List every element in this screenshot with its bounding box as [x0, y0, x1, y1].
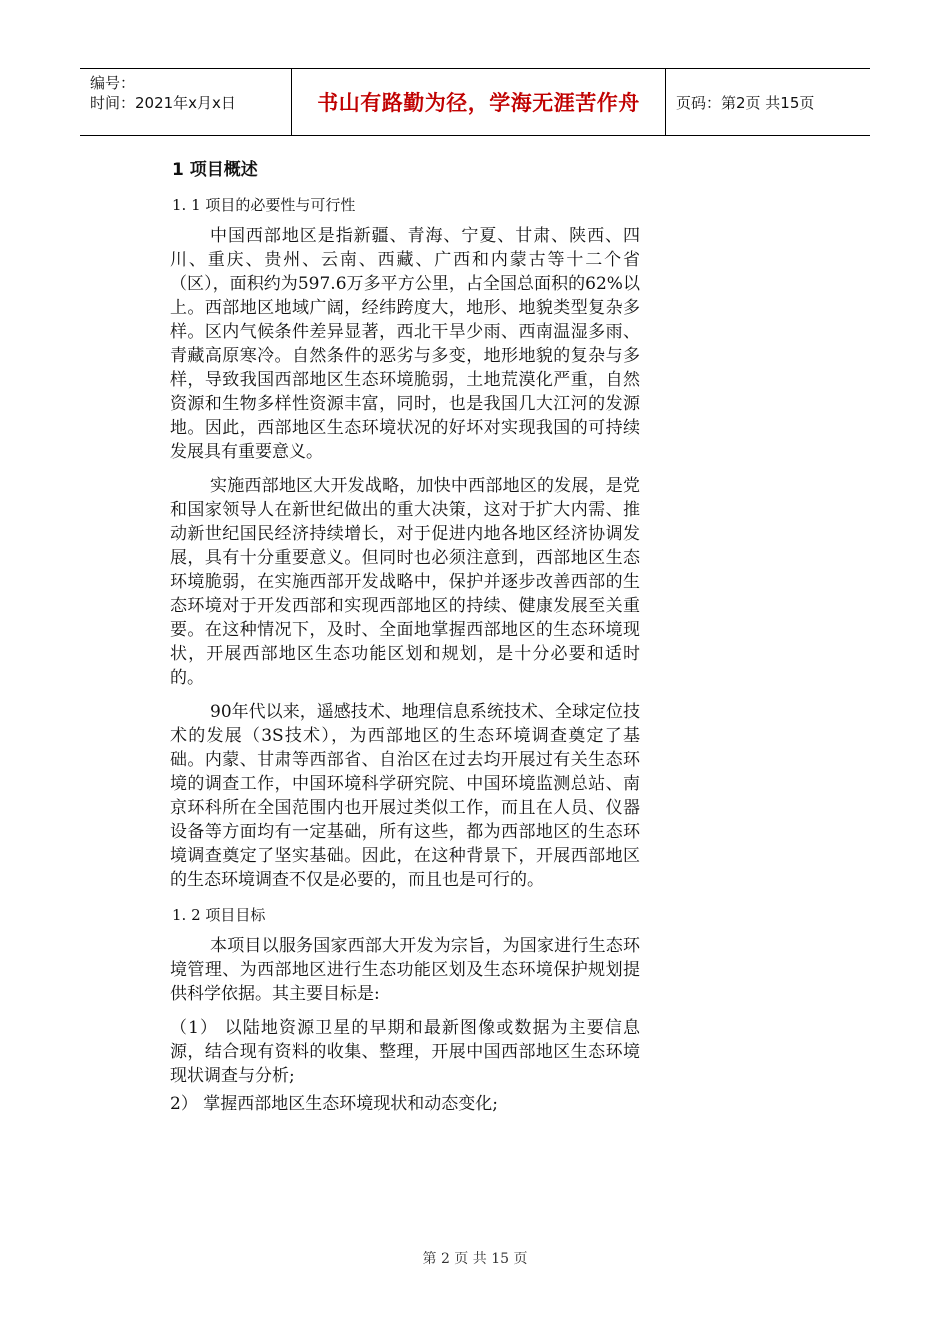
subsection-title-goals: 1. 2 项目目标 [172, 906, 266, 924]
document-number-label: 编号： [90, 74, 136, 92]
header-motto: 书山有路勤为径，学海无涯苦作舟 [292, 69, 666, 135]
paragraph-goals: 本项目以服务国家西部大开发为宗旨，为国家进行生态环境管理、为西部地区进行生态功能区划及生态环境保护规划提供科学依据。其主要目标是: [170, 936, 640, 1004]
paragraph-development-strategy: 实施西部地区大开发战略，加快中西部地区的发展，是党和国家领导人在新世纪做出的重大决策，这对于扩大内需、推动新世纪国民经济持续增长，对于促进内地各地区经济协调发展，具有十分重要意义。但同时也必须注意到，西部地区生态环境脆弱，在实施西部开发战略中，保护并逐步改善西部的生态环境对于开发西部和实现西部地区的持续、健康发展至关重要。在这种情况下，及时、全面地掌握西部地区的生态环境现状，开展西部地区生态功能区划和规划，是十分必要和适时的。 [170, 476, 640, 688]
section-title: 1 项目概述 [172, 160, 258, 180]
page-footer: 第 2 页 共 15 页 [422, 1251, 528, 1267]
subsection-title-necessity: 1. 1 项目的必要性与可行性 [172, 196, 356, 214]
header-page-number: 页码：第2页 共15页 [676, 93, 815, 112]
page-header [80, 68, 870, 136]
paragraph-feasibility: 90年代以来，遥感技术、地理信息系统技术、全球定位技术的发展（3S技术），为西部地区的生态环境调查奠定了基础。内蒙、甘肃等西部省、自治区在过去均开展过有关生态环境的调查工作，中国环境科学研究院、中国环境监测总站、南京环科所在全国范围内也开展过类似工作，而且在人员、仪器设备等方面均有一定基础，所有这些，都为西部地区的生态环境调查奠定了坚实基础。因此，在这种背景下，开展西部地区的生态环境调查不仅是必要的，而且也是可行的。 [170, 702, 640, 890]
list-item-goal-1: （1） 以陆地资源卫星的早期和最新图像或数据为主要信息源，结合现有资料的收集、整理，开展中国西部地区生态环境现状调查与分析; [170, 1018, 640, 1086]
document-date-label: 时间：2021年x月x日 [90, 94, 236, 112]
paragraph-western-region: 中国西部地区是指新疆、青海、宁夏、甘肃、陕西、四川、重庆、贵州、云南、西藏、广西和内蒙古等十二个省（区），面积约为597.6万多平方公里，占全国总面积的62%以上。西部地区地域广阔，经纬跨度大，地形、地貌类型复杂多样。区内气候条件差异显著，西北干旱少雨、西南温湿多雨、青藏高原寒冷。自然条件的恶劣与多变，地形地貌的复杂与多样，导致我国西部地区生态环境脆弱，土地荒漠化严重，自然资源和生物多样性资源丰富，同时，也是我国几大江河的发源地。因此，西部地区生态环境状况的好坏对实现我国的可持续发展具有重要意义。 [170, 226, 640, 462]
header-meta [80, 69, 292, 135]
document-body [170, 156, 640, 1120]
list-item-goal-2: 2） 掌握西部地区生态环境现状和动态变化; [170, 1094, 498, 1114]
